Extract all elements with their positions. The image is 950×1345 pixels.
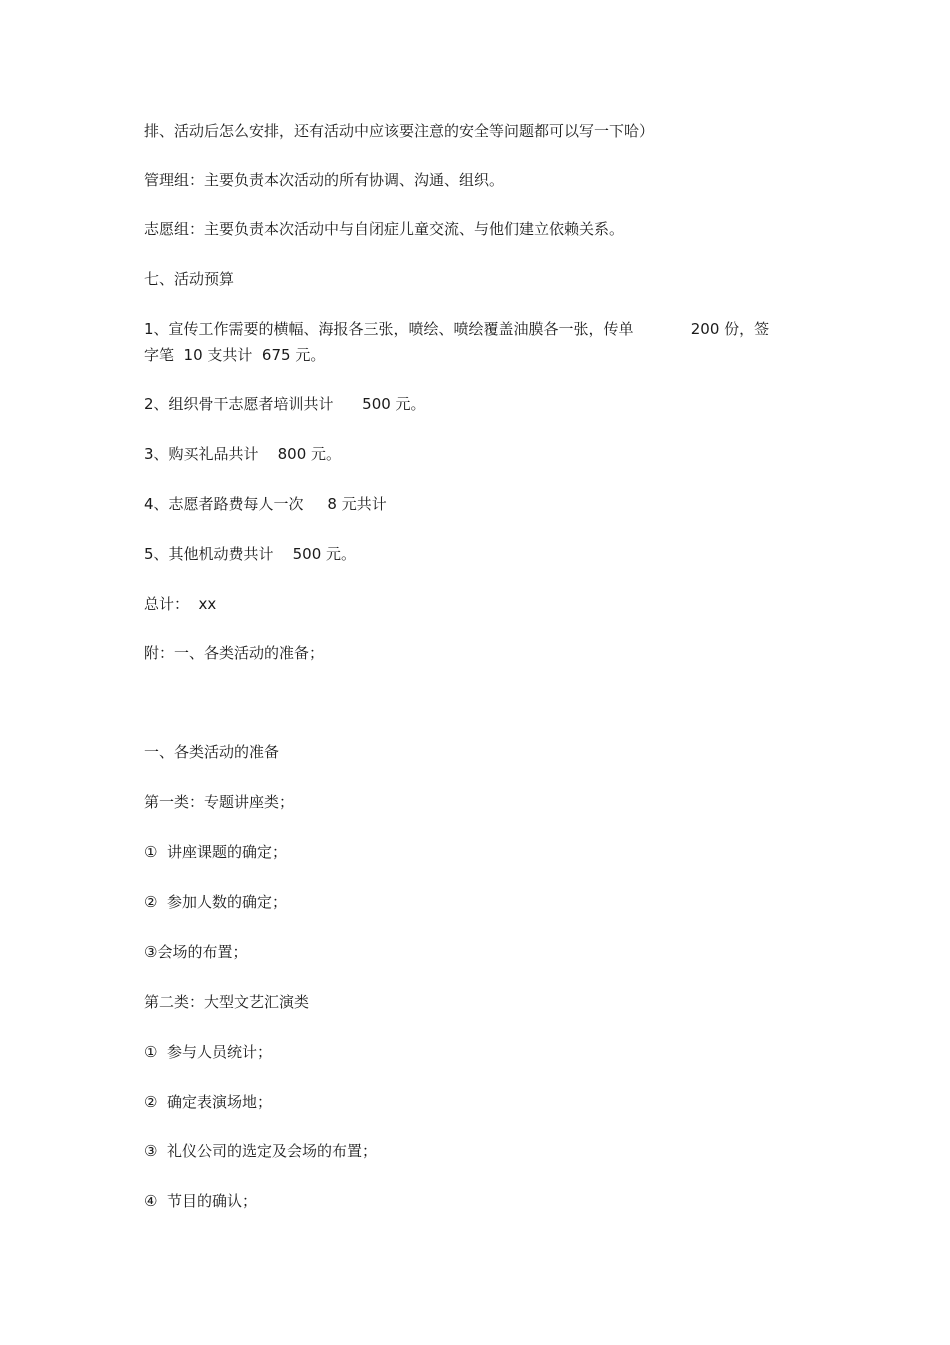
budget-item-1-continued: 字笔 10 支共计 675 元。 — [144, 346, 326, 364]
category-lectures: 第一类：专题讲座类； — [144, 793, 295, 811]
budget-item-2: 2、组织骨干志愿者培训共计 500 元。 — [144, 395, 426, 413]
budget-item-4: 4、志愿者路费每人一次 8 元共计 — [144, 495, 387, 513]
list-item-attendance: ② 参加人数的确定； — [144, 893, 287, 911]
list-item-participants: ① 参与人员统计； — [144, 1043, 272, 1061]
list-item-stage-venue: ② 确定表演场地； — [144, 1093, 272, 1111]
section-heading-budget: 七、活动预算 — [144, 270, 235, 288]
section-heading-preparation: 一、各类活动的准备 — [144, 743, 280, 761]
list-item-lecture-topic: ① 讲座课题的确定； — [144, 843, 287, 861]
text-line-management-group: 管理组：主要负责本次活动的所有协调、沟通、组织。 — [144, 171, 505, 189]
category-performance: 第二类：大型文艺汇演类 — [144, 993, 310, 1011]
list-item-program-confirmation: ④ 节目的确认； — [144, 1192, 257, 1210]
text-line-volunteer-group: 志愿组：主要负责本次活动中与自闭症儿童交流、与他们建立依赖关系。 — [144, 220, 625, 238]
budget-total: 总计： xx — [144, 595, 217, 613]
list-item-venue-setup: ③会场的布置； — [144, 943, 248, 961]
list-item-etiquette-company: ③ 礼仪公司的选定及会场的布置； — [144, 1142, 377, 1160]
budget-item-3: 3、购买礼品共计 800 元。 — [144, 445, 342, 463]
budget-item-1: 1、宣传工作需要的横幅、海报各三张，喷绘、喷绘覆盖油膜各一张，传单 200 份，签 — [144, 320, 770, 338]
appendix-line: 附：一、各类活动的准备； — [144, 644, 325, 662]
text-line-arrangement: 排、活动后怎么安排，还有活动中应该要注意的安全等问题都可以写一下哈） — [144, 122, 655, 140]
budget-item-5: 5、其他机动费共计 500 元。 — [144, 545, 357, 563]
